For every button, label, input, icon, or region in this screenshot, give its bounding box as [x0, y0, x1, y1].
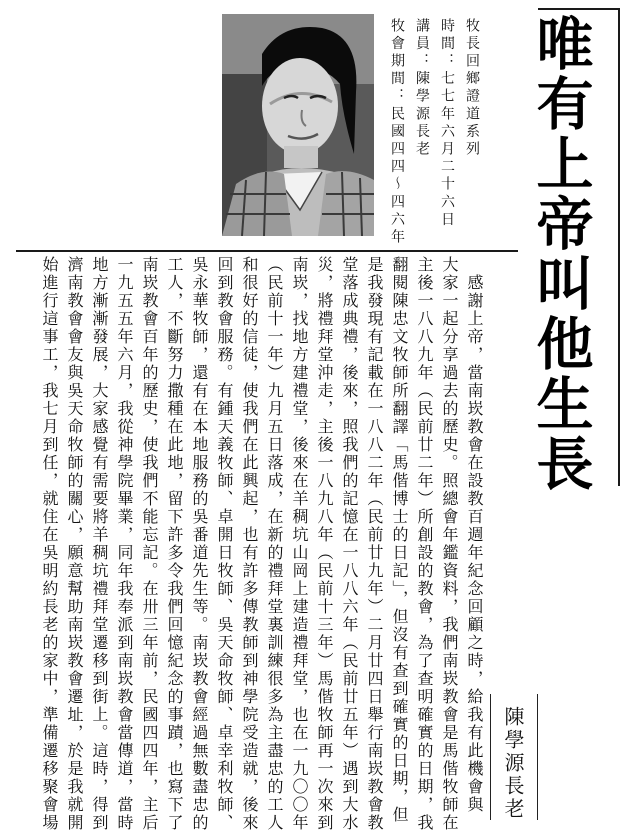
series-label: 牧長回鄉證道系列 [464, 18, 480, 159]
body-column-18: 始進行這事工，我七月到任，就住在吳明約長老的家中，準備遷移聚會場 [40, 256, 59, 832]
body-column-14: 南崁教會百年的歷史，使我們不能忘記。在卅三年前，民國四四年，主后 [140, 256, 159, 832]
body-column-4: 翻閱陳忠文牧師所翻譯「馬偕博士的日記」，但沒有查到確實的日期，但 [390, 256, 409, 824]
right-border [618, 8, 620, 486]
header-divider [16, 250, 518, 252]
body-column-5: 是我發現有記載在一八八二年（民前廿九年）二月廿四日舉行南崁教會教 [365, 256, 384, 832]
body-column-3: 主後一八八九年（民前廿二年）所創設的教會，為了查明確實的日期，我 [415, 256, 434, 832]
time-label: 時間：七七年六月二十六日 [439, 18, 455, 230]
body-column-6: 堂落成典禮，後來，照我們的記憶在一八八六年（民前廿五年）遇到大水 [340, 256, 359, 832]
body-column-17: 濟南教會會友與吳天命牧師的關心，願意幫助南崁教會遷址，於是我就開 [65, 256, 84, 832]
speaker-label: 講員：陳學源長老 [414, 18, 430, 159]
body-column-12: 吳永華牧師，還有在本地服務的吳番道先生等。南崁教會經過無數盡忠的 [190, 256, 209, 832]
article-title: 唯有上帝叫他生長 [527, 14, 593, 494]
body-column-13: 工人，不斷努力撒種在此地，留下許多令我們回憶紀念的事蹟，也寫下了 [165, 256, 184, 832]
body-column-7: 災，將禮拜堂沖走，主後一八九八年（民前十三年）馬偕牧師再一次來到 [315, 256, 334, 832]
body-column-8: 南崁，找地方建禮堂，後來在羊稠坑山岡上建造禮拜堂，也在一九〇〇年 [290, 256, 309, 832]
body-column-2: 大家一起分享過去的歷史。照總會年鑑資料，我們南崁教會是馬偕牧師在 [440, 256, 459, 832]
body-column-16: 地方漸漸發展，大家感覺有需要將羊稠坑禮拜堂遷移到街上。這時，得到 [90, 256, 109, 832]
body-column-1: 感謝上帝，當南崁教會在設教百週年紀念回顧之時，給我有此機會與 [465, 256, 484, 814]
author-box [490, 694, 538, 820]
body-column-15: 一九五五年六月，我從神學院畢業，同年我奉派到南崁教會當傳道，當時 [115, 256, 134, 832]
pastorate-label: 牧會期間：民國四四～四六年 [389, 18, 405, 247]
top-right-border [538, 8, 620, 10]
body-column-11: 回到教會服務。有鍾天義牧師、卓開日牧師、吳天命牧師、卓幸利牧師、 [215, 256, 234, 832]
speaker-portrait-photo [222, 14, 374, 236]
body-column-9: （民前十一年）九月五日落成，在新的禮拜堂裏訓練很多為主盡忠的工人 [265, 256, 284, 832]
body-column-10: 和很好的信徒，使我們在此興起，也有許多傳教師到神學院受造就，後來 [240, 256, 259, 832]
author-name: 陳學源長老 [501, 706, 525, 821]
